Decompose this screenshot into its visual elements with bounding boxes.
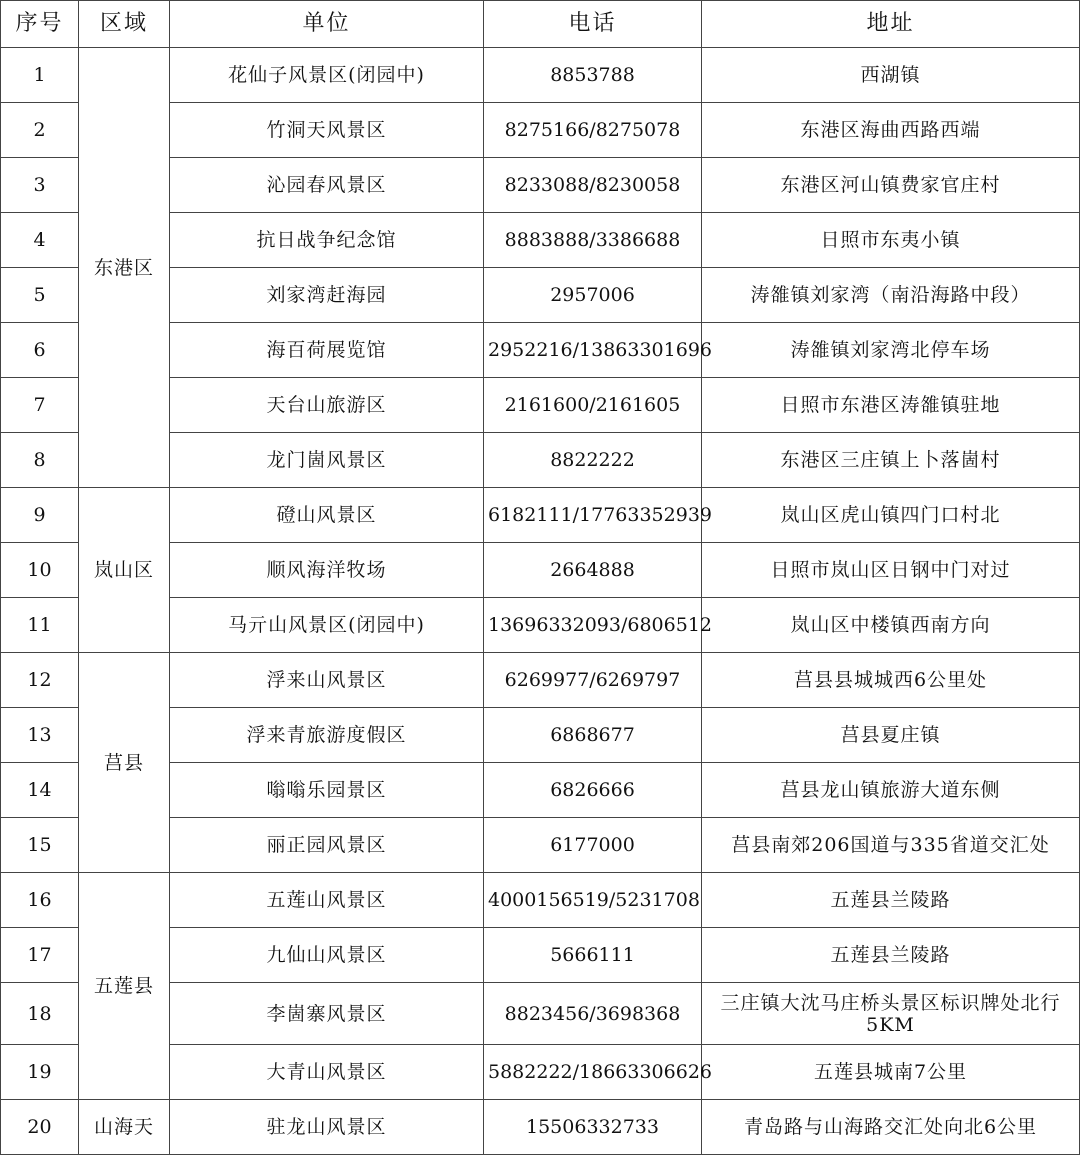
phone-cell: 8233088/8230058 [484, 158, 702, 213]
row-index: 16 [1, 873, 79, 928]
region-cell: 五莲县 [79, 873, 170, 1100]
address-cell: 莒县夏庄镇 [702, 708, 1080, 763]
phone-cell: 13696332093/6806512 [484, 598, 702, 653]
phone-cell: 6269977/6269797 [484, 653, 702, 708]
address-cell: 五莲县城南7公里 [702, 1045, 1080, 1100]
row-index: 2 [1, 103, 79, 158]
address-cell: 五莲县兰陵路 [702, 873, 1080, 928]
address-cell: 莒县南郊206国道与335省道交汇处 [702, 818, 1080, 873]
table-row [1, 873, 1080, 928]
row-index: 14 [1, 763, 79, 818]
phone-cell: 8853788 [484, 48, 702, 103]
phone-cell: 8883888/3386688 [484, 213, 702, 268]
row-index: 11 [1, 598, 79, 653]
table-row [1, 48, 1080, 103]
row-index: 20 [1, 1100, 79, 1155]
unit-cell: 沁园春风景区 [170, 158, 484, 213]
row-index: 19 [1, 1045, 79, 1100]
phone-cell: 8822222 [484, 433, 702, 488]
address-cell: 东港区三庄镇上卜落崮村 [702, 433, 1080, 488]
unit-cell: 驻龙山风景区 [170, 1100, 484, 1155]
phone-cell: 15506332733 [484, 1100, 702, 1155]
row-index: 10 [1, 543, 79, 598]
phone-cell: 2957006 [484, 268, 702, 323]
unit-cell: 竹洞天风景区 [170, 103, 484, 158]
phone-cell: 6182111/17763352939 [484, 488, 702, 543]
address-cell: 东港区海曲西路西端 [702, 103, 1080, 158]
unit-cell: 顺风海洋牧场 [170, 543, 484, 598]
address-cell: 日照市岚山区日钢中门对过 [702, 543, 1080, 598]
phone-cell: 5882222/18663306626 [484, 1045, 702, 1100]
table-row [1, 653, 1080, 708]
row-index: 9 [1, 488, 79, 543]
unit-cell: 海百荷展览馆 [170, 323, 484, 378]
row-index: 4 [1, 213, 79, 268]
header-row [1, 1, 1080, 48]
phone-cell: 6826666 [484, 763, 702, 818]
address-cell: 西湖镇 [702, 48, 1080, 103]
region-cell: 东港区 [79, 48, 170, 488]
phone-cell: 2664888 [484, 543, 702, 598]
header-address: 地址 [702, 1, 1080, 48]
unit-cell: 天台山旅游区 [170, 378, 484, 433]
unit-cell: 九仙山风景区 [170, 928, 484, 983]
unit-cell: 花仙子风景区(闭园中) [170, 48, 484, 103]
address-cell: 岚山区虎山镇四门口村北 [702, 488, 1080, 543]
row-index: 17 [1, 928, 79, 983]
header-phone: 电话 [484, 1, 702, 48]
address-cell: 莒县龙山镇旅游大道东侧 [702, 763, 1080, 818]
header-index: 序号 [1, 1, 79, 48]
address-cell: 东港区河山镇费家官庄村 [702, 158, 1080, 213]
unit-cell: 大青山风景区 [170, 1045, 484, 1100]
row-index: 8 [1, 433, 79, 488]
phone-cell: 5666111 [484, 928, 702, 983]
address-cell: 五莲县兰陵路 [702, 928, 1080, 983]
unit-cell: 刘家湾赶海园 [170, 268, 484, 323]
unit-cell: 嗡嗡乐园景区 [170, 763, 484, 818]
row-index: 5 [1, 268, 79, 323]
phone-cell: 8275166/8275078 [484, 103, 702, 158]
phone-cell: 6177000 [484, 818, 702, 873]
address-cell: 青岛路与山海路交汇处向北6公里 [702, 1100, 1080, 1155]
unit-cell: 马亓山风景区(闭园中) [170, 598, 484, 653]
header-unit: 单位 [170, 1, 484, 48]
address-cell: 岚山区中楼镇西南方向 [702, 598, 1080, 653]
address-cell: 涛雒镇刘家湾北停车场 [702, 323, 1080, 378]
region-cell: 岚山区 [79, 488, 170, 653]
unit-cell: 五莲山风景区 [170, 873, 484, 928]
unit-cell: 浮来山风景区 [170, 653, 484, 708]
phone-cell: 4000156519/5231708 [484, 873, 702, 928]
unit-cell: 龙门崮风景区 [170, 433, 484, 488]
header-region: 区域 [79, 1, 170, 48]
address-cell: 三庄镇大沈马庄桥头景区标识牌处北行5KM [702, 983, 1080, 1045]
row-index: 7 [1, 378, 79, 433]
region-cell: 山海天 [79, 1100, 170, 1155]
row-index: 13 [1, 708, 79, 763]
table-row [1, 1100, 1080, 1155]
phone-cell: 6868677 [484, 708, 702, 763]
row-index: 15 [1, 818, 79, 873]
address-cell: 涛雒镇刘家湾（南沿海路中段） [702, 268, 1080, 323]
unit-cell: 浮来青旅游度假区 [170, 708, 484, 763]
row-index: 6 [1, 323, 79, 378]
phone-cell: 8823456/3698368 [484, 983, 702, 1045]
row-index: 12 [1, 653, 79, 708]
unit-cell: 磴山风景区 [170, 488, 484, 543]
unit-cell: 李崮寨风景区 [170, 983, 484, 1045]
row-index: 3 [1, 158, 79, 213]
phone-cell: 2161600/2161605 [484, 378, 702, 433]
row-index: 18 [1, 983, 79, 1045]
unit-cell: 丽正园风景区 [170, 818, 484, 873]
table-row [1, 488, 1080, 543]
row-index: 1 [1, 48, 79, 103]
region-cell: 莒县 [79, 653, 170, 873]
address-cell: 日照市东港区涛雒镇驻地 [702, 378, 1080, 433]
address-cell: 日照市东夷小镇 [702, 213, 1080, 268]
address-cell: 莒县县城城西6公里处 [702, 653, 1080, 708]
phone-cell: 2952216/13863301696 [484, 323, 702, 378]
unit-cell: 抗日战争纪念馆 [170, 213, 484, 268]
